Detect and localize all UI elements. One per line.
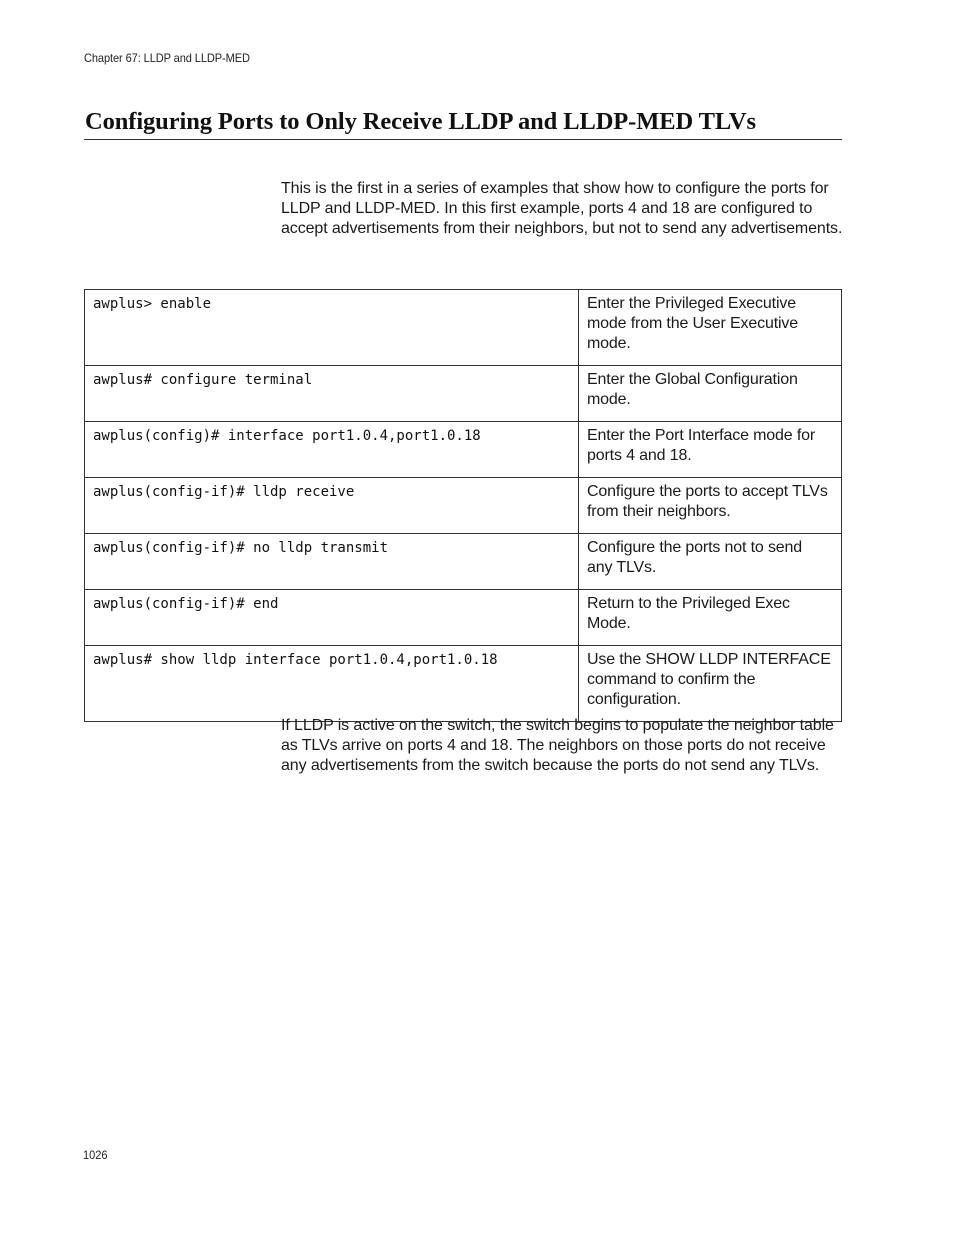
page-number: 1026 [83,1148,108,1162]
description-cell: Use the SHOW LLDP INTERFACE command to confirm the configuration. [579,646,842,722]
description-cell: Configure the ports to accept TLVs from their neighbors. [579,478,842,534]
description-cell: Configure the ports not to send any TLVs. [579,534,842,590]
command-cell: awplus(config-if)# end [85,590,579,646]
description-cell: Enter the Privileged Executive mode from the User Executive mode. [579,290,842,366]
intro-paragraph: This is the first in a series of examples that show how to configure the ports for LLDP and LLDP-MED. In this first example, ports 4 and 18 are configured to accept advertisements from their neighbors, but not to send any advertisements. [281,180,843,237]
table-row [85,534,842,590]
command-cell: awplus(config-if)# lldp receive [85,478,579,534]
table-row [85,646,842,722]
outro-paragraph: If LLDP is active on the switch, the switch begins to populate the neighbor table as TLVs arrive on ports 4 and 18. The neighbors on those ports do not receive any advertisements from the switch because the ports do not send any TLVs. [281,717,834,774]
section-title: Configuring Ports to Only Receive LLDP and LLDP-MED TLVs [85,108,756,135]
description-cell: Return to the Privileged Exec Mode. [579,590,842,646]
description-cell: Enter the Global Configuration mode. [579,366,842,422]
table-row [85,590,842,646]
command-cell: awplus# configure terminal [85,366,579,422]
command-cell: awplus> enable [85,290,579,366]
description-cell: Enter the Port Interface mode for ports 4 and 18. [579,422,842,478]
table-row [85,290,842,366]
table-row [85,422,842,478]
table-row [85,366,842,422]
command-table [84,289,842,722]
command-cell: awplus(config)# interface port1.0.4,port1.0.18 [85,422,579,478]
command-cell: awplus# show lldp interface port1.0.4,port1.0.18 [85,646,579,722]
running-header: Chapter 67: LLDP and LLDP-MED [84,51,250,65]
title-divider [84,139,842,140]
table-row [85,478,842,534]
command-cell: awplus(config-if)# no lldp transmit [85,534,579,590]
